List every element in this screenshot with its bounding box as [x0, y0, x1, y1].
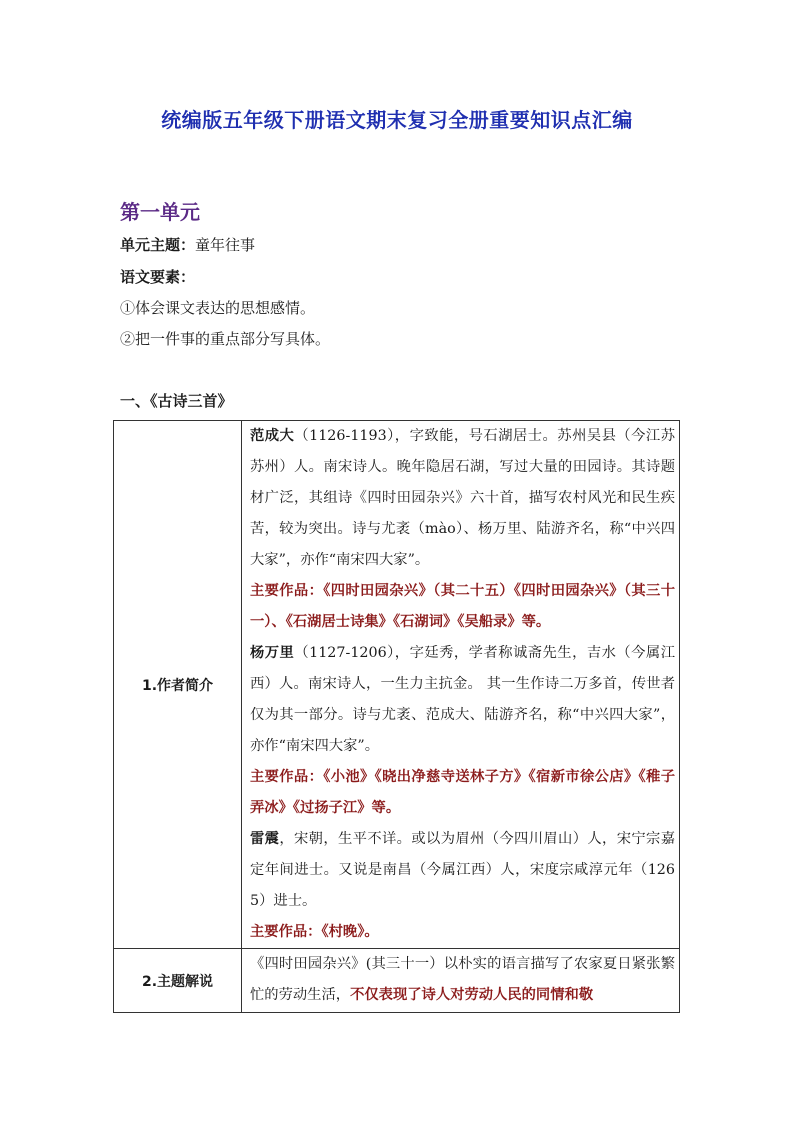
table-row — [114, 421, 680, 949]
section-heading: 一、《古诗三首》 — [120, 392, 233, 410]
author-bio: 范成大（1126-1193），字致能，号石湖居士。苏州吴县（今江苏苏州）人。南宋诗人。晚年隐居石湖，写过大量的田园诗。其诗题材广泛，其组诗《四时田园杂兴》六十首，描写农村风光和民生疾苦，较为突出。诗与尤袤（mào）、杨万里、陆游齐名，称“中兴四大家”，亦作“南宋四大家”。 — [250, 428, 676, 568]
author-works: 主要作品：《四时田园杂兴》（其二十五）《四时田园杂兴》（其三十一）、《石湖居士诗集》《石湖词》《吴船录》等。 — [250, 583, 675, 630]
author-bio: 杨万里（1127-1206），字廷秀，学者称诚斋先生，吉水（今属江西）人。南宋诗人，一生力主抗金。 其一生作诗二万多首，传世者仅为其一部分。诗与尤袤、范成大、陆游齐名，称“中兴四大家”，亦作“南宋四大家”。 — [250, 645, 676, 754]
unit-theme-line — [120, 234, 255, 255]
document-title: 统编版五年级下册语文期末复习全册重要知识点汇编 — [161, 108, 633, 132]
author-name: 杨万里 — [250, 645, 295, 661]
author-name: 范成大 — [250, 428, 295, 444]
author-name: 雷震 — [250, 831, 280, 847]
unit-element-item: ①体会课文表达的思想感情。 — [120, 299, 316, 317]
row-content — [242, 421, 680, 949]
unit-theme-label: 单元主题： — [120, 236, 196, 254]
highlight-text: 不仅表现了诗人对劳动人民的同情和敬 — [350, 987, 594, 1003]
author-bio: 雷震，宋朝，生平不详。或以为眉州（今四川眉山）人，宋宁宗嘉定年间进士。又说是南昌（今属江西）人，宋度宗咸淳元年（1265）进士。 — [250, 831, 676, 909]
unit-elements-label: 语文要素： — [120, 268, 196, 286]
unit-elements-line — [120, 266, 195, 287]
row-label: 1.作者简介 — [114, 421, 242, 949]
author-works: 主要作品：《小池》《晓出净慈寺送林子方》《宿新市徐公店》《稚子弄冰》《过扬子江》等。 — [250, 769, 675, 816]
row-content — [242, 949, 680, 1013]
table-row — [114, 949, 680, 1013]
knowledge-table — [113, 420, 680, 1013]
unit-heading: 第一单元 — [120, 200, 200, 224]
unit-theme-value: 童年往事 — [195, 236, 256, 254]
unit-element-item: ②把一件事的重点部分写具体。 — [120, 330, 331, 348]
row-label: 2.主题解说 — [114, 949, 242, 1013]
author-works: 主要作品：《村晚》。 — [250, 924, 379, 940]
theme-explanation: 《四时田园杂兴》(其三十一）以朴实的语言描写了农家夏日紧张繁忙的劳动生活，不仅表现了诗人对劳动人民的同情和敬 — [250, 956, 675, 1003]
